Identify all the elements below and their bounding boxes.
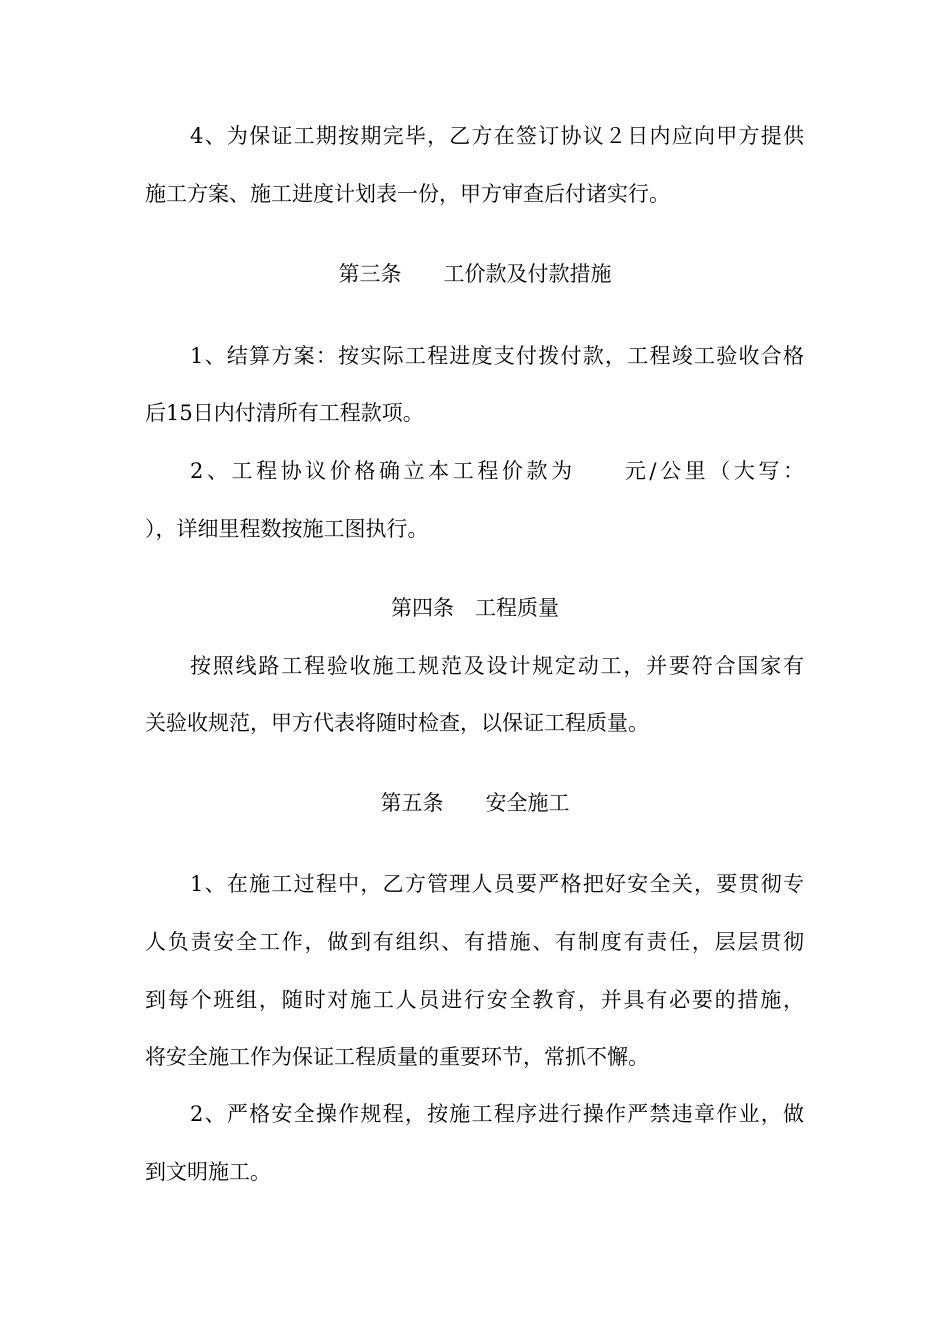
section-heading: 第四条 工程质量 — [391, 596, 559, 620]
paragraph-line: 2、严格安全操作规程，按施工程序进行操作严禁违章作业，做 — [190, 1102, 804, 1126]
paragraph-line: ），详细里程数按施工图执行。 — [145, 517, 429, 541]
paragraph-line: 后15日内付清所有工程款项。 — [145, 401, 424, 425]
paragraph-line: 将安全施工作为保证工程质量的重要环节，常抓不懈。 — [145, 1045, 649, 1069]
paragraph-line: 人负责安全工作，做到有组织、有措施、有制度有责任，层层贯彻 — [145, 930, 804, 954]
paragraph-line: 4、为保证工期按期完毕，乙方在签订协议２日内应向甲方提供 — [190, 124, 804, 148]
paragraph-line: 1、在施工过程中，乙方管理人员要严格把好安全关，要贯彻专 — [190, 872, 804, 896]
paragraph-line: 到每个班组，随时对施工人员进行安全教育，并具有必要的措施， — [145, 988, 804, 1012]
section-heading: 第三条 工价款及付款措施 — [338, 262, 612, 286]
paragraph-line: 1、结算方案：按实际工程进度支付拨付款，工程竣工验收合格 — [190, 344, 804, 368]
paragraph-line: 按照线路工程验收施工规范及设计规定动工，并要符合国家有 — [190, 654, 804, 678]
paragraph-line: 2、工程协议价格确立本工程价款为 元/公里（大写： — [190, 459, 804, 483]
paragraph-line: 施工方案、施工进度计划表一份，甲方审查后付诸实行。 — [145, 182, 670, 206]
paragraph-line: 到文明施工。 — [145, 1160, 271, 1184]
section-heading: 第五条 安全施工 — [380, 791, 570, 815]
paragraph-line: 关验收规范，甲方代表将随时检查，以保证工程质量。 — [145, 711, 649, 735]
